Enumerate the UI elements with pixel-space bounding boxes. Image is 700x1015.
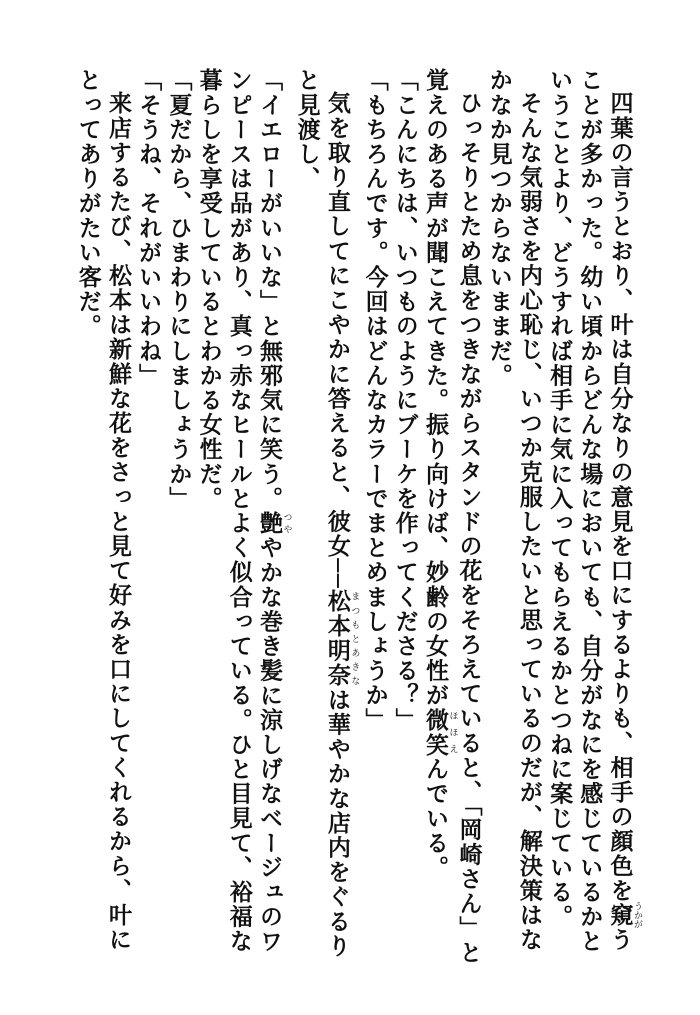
- dialogue-3: 「夏だから、ひまわりにしましょうか」: [165, 68, 193, 511]
- paragraph-7-text-a: 「イエローがいいな」と無邪気に笑う。: [255, 68, 283, 511]
- ruby-ukaga: 窺うかが: [606, 901, 642, 929]
- paragraph-1: [544, 68, 642, 968]
- paragraph-6-text-b: は華やかな店内をぐるりと見渡し、: [293, 68, 351, 959]
- ruby-matsumoto-akina: 松本明奈まつもとあきな: [323, 589, 360, 688]
- paragraph-6-text-a: 気を取り直してにこやかに答えると、彼女──: [323, 91, 351, 590]
- paragraph-7: [193, 68, 291, 968]
- ruby-hohoe: 微笑ほほえ: [421, 707, 458, 757]
- ruby-tsuya: 艶つや: [255, 510, 292, 536]
- paragraph-6: [291, 68, 359, 968]
- paragraph-10: 来店するたび、松本は新鮮な花をさっと見て好みを口にしてくれるから、叶にとってありがたい客だ。: [74, 68, 132, 952]
- paragraph-7-text-b: やかな巻き髪に涼しげなベージュのワンピースは品があり、真っ赤なヒールとよく似合っている。ひと目見て、裕福な暮らしを享受しているとわかる女性だ。: [195, 68, 283, 954]
- paragraph-1-text-a: 四葉の言うとおり、叶は自分なりの意見を口にするよりも、相手の顔色を: [606, 91, 634, 903]
- paragraph-3: [420, 68, 484, 968]
- dialogue-4: 「そうね、それがいいわね」: [135, 68, 163, 388]
- vertical-text-body: [73, 68, 642, 968]
- dialogue-2: 「もちろんです。今回はどんなカラーでまとめましょうか」: [361, 68, 389, 733]
- dialogue-1: 「こんにちは、いつものようにブーケを作ってくださる？」: [391, 68, 419, 733]
- paragraph-1-text-b: うことが多かった。幼い頃からどんな場においても、自分がなにを感じているかということより、どうすれば相手に気に入ってもらえるかとつねに案じている。: [546, 68, 634, 954]
- paragraph-3-text-b: んでいる。: [421, 756, 449, 880]
- paragraph-3-text-a: ひっそりとため息をつきながらスタンドの花をそろえていると、「岡崎さん」と覚えのある声が聞こえてきた。振り向けば、妙齢の女性が: [421, 68, 483, 966]
- paragraph-2: そんな気弱さを内心恥じ、いつか克服したいと思っているのだが、解決策はなかなか見つからないままだ。: [485, 68, 543, 952]
